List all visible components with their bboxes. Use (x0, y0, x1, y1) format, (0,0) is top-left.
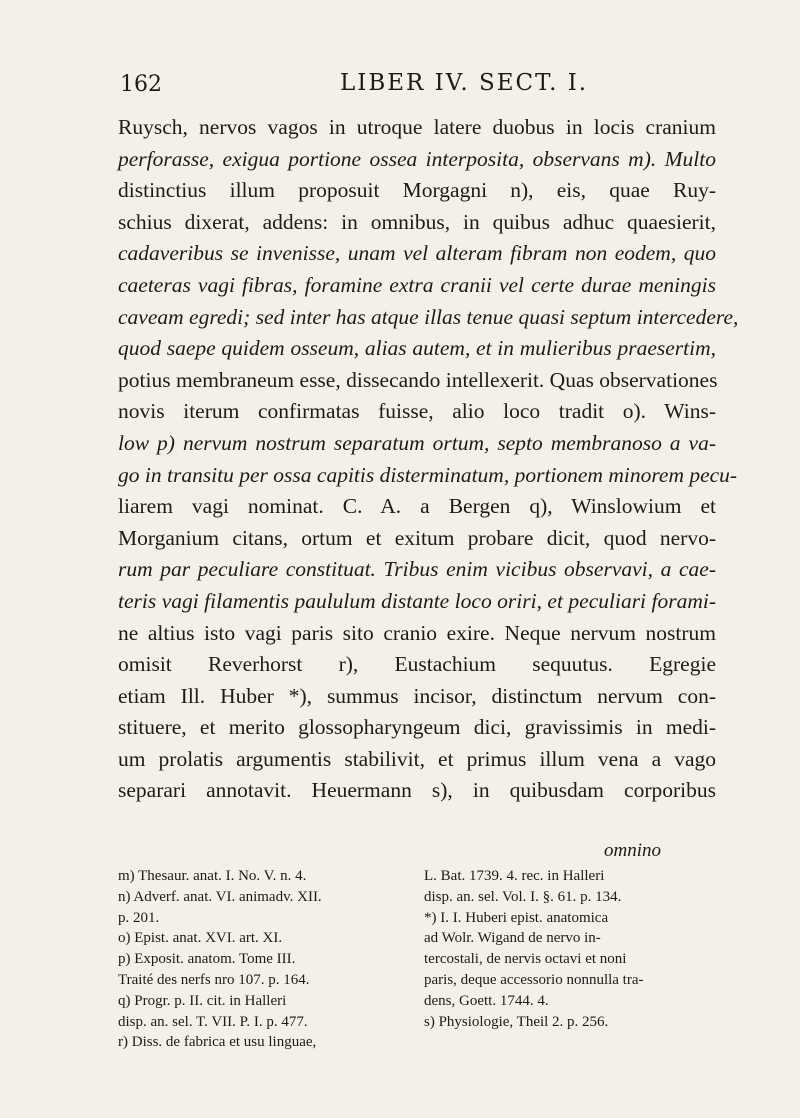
footnote-line: o) Epist. anat. XVI. art. XI. (118, 930, 283, 947)
text-line: liarem vagi nominat. C. A. a Bergen q), Winslowium et (118, 494, 716, 519)
text-line: Ruysch, nervos vagos in utroque latere duobus in locis cranium (118, 115, 716, 139)
footnote-line: L. Bat. 1739. 4. rec. in Halleri (424, 868, 605, 884)
footnote-line: p. 201. (118, 909, 160, 926)
footnote-line: disp. an. sel. T. VII. P. I. p. 477. (118, 1013, 308, 1030)
running-head: LIBER IV. SECT. I. (340, 70, 589, 96)
footnotes-left-column (118, 866, 410, 1053)
text-line: caveam egredi; sed inter has atque illas tenue quasi septum intercedere, (118, 304, 739, 329)
text-line: cadaveribus se invenisse, unam vel alteram fibram non eodem, quo (118, 241, 716, 266)
footnote-line: tercostali, de nervis octavi et noni (424, 951, 627, 968)
footnotes-right-column (424, 866, 716, 1053)
footnotes (118, 866, 716, 1053)
footnote-line: n) Adverf. anat. VI. animadv. XII. (118, 888, 322, 905)
footnote-line: paris, deque accessorio nonnulla tra- (424, 971, 644, 988)
text-line: separari annotavit. Heuermann s), in quibusdam corporibus (118, 778, 716, 803)
main-text (118, 112, 739, 807)
page-number: 162 (120, 72, 162, 97)
footnote-line: *) I. I. Huberi epist. anatomica (424, 909, 609, 926)
text-line: stituere, et merito glossopharyngeum dici, gravissimis in medi- (118, 715, 716, 740)
page-header (0, 58, 800, 98)
text-line: teris vagi filamentis paululum distante loco oriri, et peculiari forami- (118, 588, 716, 613)
text-line: novis iterum confirmatas fuisse, alio loco tradit o). Wins- (118, 399, 716, 424)
text-line: perforasse, exigua portione ossea interposita, observans m). Multo (118, 146, 716, 171)
footnote-line: s) Physiologie, Theil 2. p. 256. (424, 1013, 609, 1030)
text-line: schius dixerat, addens: in omnibus, in quibus adhuc quaesierit, (118, 209, 716, 234)
text-line: omisit Reverhorst r), Eustachium sequutus. Egregie (118, 652, 716, 677)
text-line: potius membraneum esse, dissecando intellexerit. Quas observationes (118, 367, 718, 392)
text-line: go in transitu per ossa capitis disterminatum, portionem minorem pecu- (118, 462, 738, 487)
text-line: distinctius illum proposuit Morgagni n), eis, quae Ruy- (118, 178, 716, 203)
text-line: ne altius isto vagi paris sito cranio exire. Neque nervum nostrum (118, 620, 716, 645)
text-line: caeteras vagi fibras, foramine extra cranii vel certe durae meningis (118, 272, 716, 297)
text-line: low p) nervum nostrum separatum ortum, septo membranoso a va- (118, 430, 716, 455)
footnote-line: dens, Goett. 1744. 4. (424, 992, 549, 1009)
text-line: um prolatis argumentis stabilivit, et primus illum vena a vago (118, 746, 716, 771)
footnote-line: disp. an. sel. Vol. I. §. 61. p. 134. (424, 888, 622, 905)
footnote-line: p) Exposit. anatom. Tome III. (118, 951, 296, 968)
footnote-line: ad Wolr. Wigand de nervo in- (424, 930, 601, 947)
text-line: rum par peculiare constituat. Tribus enim vicibus observavi, a cae- (118, 557, 716, 582)
catchword: omnino (604, 840, 661, 861)
footnote-line: m) Thesaur. anat. I. No. V. n. 4. (118, 868, 307, 884)
text-line: quod saepe quidem osseum, alias autem, et in mulieribus praesertim, (118, 336, 716, 361)
footnote-line: r) Diss. de fabrica et usu linguae, (118, 1034, 317, 1051)
text-line: etiam Ill. Huber *), summus incisor, distinctum nervum con- (118, 683, 716, 708)
footnote-line: q) Progr. p. II. cit. in Halleri (118, 992, 287, 1009)
text-line: Morganium citans, ortum et exitum probare dicit, quod nervo- (118, 525, 716, 550)
footnote-line: Traité des nerfs nro 107. p. 164. (118, 971, 310, 988)
